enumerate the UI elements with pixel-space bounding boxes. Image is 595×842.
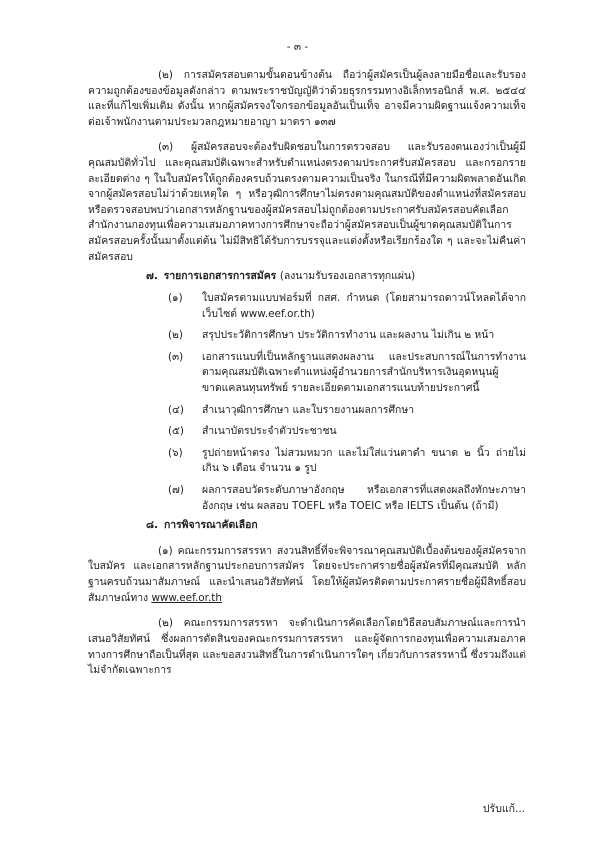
list-item-text: ใบสมัครตามแบบฟอร์มที่ กสศ. กำหนด (โดยสามารถดาวน์โหลดได้จากเว็บไซต์ www.eef.or.th) — [202, 291, 526, 320]
list-item-mark: (๑) — [168, 291, 183, 304]
list-item-mark: (๗) — [168, 484, 184, 497]
list-item-text: สรุปประวัติการศึกษา ประวัติการทำงาน และผลงาน ไม่เกิน ๒ หน้า — [202, 329, 495, 342]
list-item — [88, 350, 526, 397]
list-item-mark: (๕) — [168, 425, 184, 438]
list-item — [88, 403, 526, 419]
list-item — [88, 483, 526, 514]
section-8-heading — [146, 518, 526, 534]
list-item — [88, 424, 526, 440]
list-item-mark: (๓) — [168, 350, 184, 363]
section-8-paragraph-2: (๒) คณะกรรมการสรรหา จะดำเนินการคัดเลือกโดยวิธีสอบสัมภาษณ์และการนำเสนอวิสัยทัศน์ ซึ่งผลการตัดสินของคณะกรรมการสรรหา และผู้จัดการกองทุนเพื่อความเสมอภาคทางการศึกษาถือเป็นที่สุด และขอสงวนสิทธิ์ในการดำเนินการใดๆ เกี่ยวกับการสรรหานี้ ซึ่งรวมถึงแต่ไม่จำกัดเฉพาะการ — [88, 617, 526, 677]
list-item-text: ผลการสอบวัดระดับภาษาอังกฤษ หรือเอกสารที่แสดงผลถึงทักษะภาษาอังกฤษ เช่น ผลสอบ TOEFL หรือ TOEIC หรือ IELTS เป็นต้น (ถ้ามี) — [202, 484, 526, 512]
list-item — [88, 446, 526, 477]
paragraph-3: (๓) ผู้สมัครสอบจะต้องรับผิดชอบในการตรวจสอบ และรับรองตนเองว่าเป็นผู้มีคุณสมบัติทั่วไป และคุณสมบัติเฉพาะสำหรับตำแหน่งตรงตามประกาศรับสมัครสอบ และกรอกรายละเอียดต่าง ๆ ในใบสมัครให้ถูกต้องครบถ้วนตรงตามความเป็นจริง ในกรณีที่มีความผิดพลาดอันเกิดจากผู้สมัครสอบไม่ว่าด้วยเหตุใด ๆ หรือวุฒิการศึกษาไม่ตรงตามคุณสมบัติของตำแหน่งที่สมัครสอบ หรือตรวจสอบพบว่าเอกสารหลักฐานของผู้สมัครสอบไม่ถูกต้องตามประกาศรับสมัครสอบคัดเลือก สำนักงานกองทุนเพื่อความเสมอภาคทางการศึกษาจะถือว่าผู้สมัครสอบเป็นผู้ขาดคุณสมบัติในการสมัครสอบครั้งนั้นมาตั้งแต่ต้น ไม่มีสิทธิได้รับการบรรจุและแต่งตั้งหรือเรียกร้องใด ๆ และจะไม่คืนค่าสมัครสอบ — [88, 141, 526, 263]
section-8-paragraph-1 — [88, 544, 526, 606]
list-item-mark: (๔) — [168, 403, 184, 416]
section-8-paragraph-1-text: (๑) คณะกรรมการสรรหา สงวนสิทธิ์ที่จะพิจารณาคุณสมบัติเบื้องต้นของผู้สมัครจากใบสมัคร และเอกสารหลักฐานประกอบการสมัคร โดยจะประกาศรายชื่อผู้สมัครที่มีคุณสมบัติ หลักฐานครบถ้วนมาสัมภาษณ์ และนำเสนอวิสัยทัศน์ โดยให้ผู้สมัครติดตามประกาศรายชื่อผู้มีสิทธิ์สอบสัมภาษณ์ทาง — [88, 544, 526, 604]
section-7-heading — [146, 269, 526, 285]
eef-website-link[interactable]: www.eef.or.th — [151, 591, 222, 604]
section-7-number: ๗. — [146, 270, 158, 283]
document-body — [88, 68, 526, 679]
list-item-text: รูปถ่ายหน้าตรง ไม่สวมหมวก และไม่ใส่แว่นตาดำ ขนาด ๒ นิ้ว ถ่ายไม่เกิน ๖ เดือน จำนวน ๑ รูป — [202, 446, 526, 475]
continuation-note: ปรับแก้... — [482, 803, 525, 815]
list-item — [88, 328, 526, 344]
list-item-mark: (๖) — [168, 446, 183, 459]
section-8-title: การพิจารณาคัดเลือก — [163, 519, 258, 532]
section-7-title: รายการเอกสารการสมัคร — [163, 270, 277, 283]
list-item — [88, 291, 526, 322]
paragraph-2: (๒) การสมัครสอบตามขั้นตอนข้างต้น ถือว่าผู้สมัครเป็นผู้ลงลายมือชื่อและรับรองความถูกต้องของข้อมูลดังกล่าว ตามพระราชบัญญัติว่าด้วยธุรกรรมทางอิเล็กทรอนิกส์ พ.ศ. ๒๕๔๔ และที่แก้ไขเพิ่มเติม ดังนั้น หากผู้สมัครจงใจกรอกข้อมูลอันเป็นเท็จ อาจมีความผิดฐานแจ้งความเท็จต่อเจ้าพนักงานตามประมวลกฎหมายอาญา มาตรา ๑๓๗ — [88, 69, 526, 128]
list-item-text: เอกสารแนบที่เป็นหลักฐานแสดงผลงาน และประสบการณ์ในการทำงานตามคุณสมบัติเฉพาะตำแหน่งผู้อำนวยการสำนักบริหารเงินอุดหนุนผู้ขาดแคลนทุนทรัพย์ รายละเอียดตามเอกสารแนบท้ายประกาศนี้ — [202, 350, 526, 394]
list-item-text: สำเนาบัตรประจำตัวประชาชน — [202, 425, 337, 438]
list-item-text: สำเนาวุฒิการศึกษา และใบรายงานผลการศึกษา — [202, 403, 415, 416]
section-8-number: ๘. — [146, 519, 158, 532]
document-list — [88, 291, 526, 514]
section-7-note: (ลงนามรับรองเอกสารทุกแผ่น) — [279, 270, 416, 283]
list-item-mark: (๒) — [168, 329, 183, 342]
page-number: - ๓ - — [286, 41, 309, 53]
